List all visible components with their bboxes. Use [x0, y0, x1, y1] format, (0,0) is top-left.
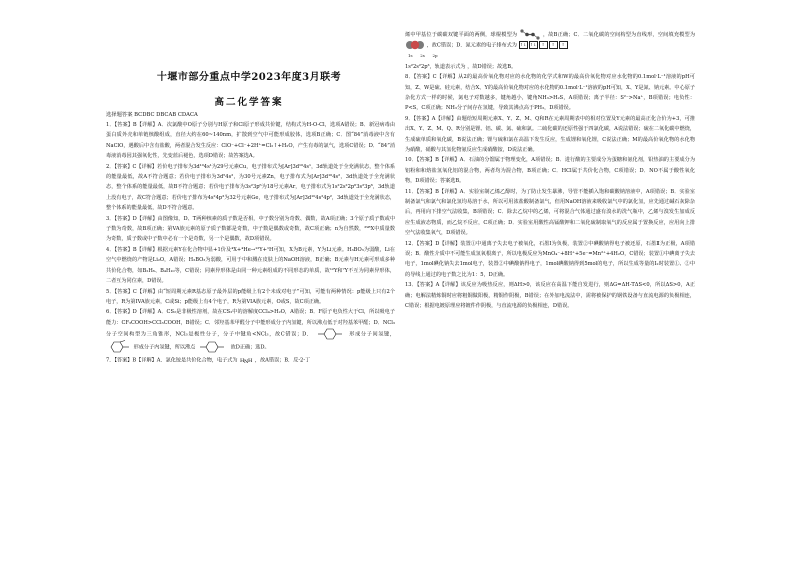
answer-q4: 4．【答案】B【详解】根据元素Y在化合物中显+1价及⁴X+⁴He→¹²Y+¹H可知，X为B元素，Y为Li元素。H₃BO₃为弱酸，Li在空气中燃烧的产物是Li₂O，A错误；H₃BO₃为弱酸，可用于中和溅在皮肤上的NaOH溶液，B正确；B元素与H元素可形成多种共价化合物，如B₂H₆、B₄H₁₀等，C错误；同素异形体是由同一种元素组成的不同形态的单质，故¹²Y和⁷Y不互为同素异形体，二者互为同位素，D错误。: [106, 246, 395, 285]
boiling-point-comparison-structure: [197, 341, 229, 353]
svg-text:H: H: [240, 358, 245, 365]
right-column: [405, 29, 695, 311]
answer-q6-intermolecular: 形成分子间氢键，: [349, 331, 395, 338]
co2-space-filling-model-icon: [405, 40, 425, 50]
answer-q6-intramolecular: 形成分子内氢键，所以沸点: [133, 344, 196, 351]
orbital-label-2p: 2p: [432, 53, 438, 59]
answer-q13: 13．【答案】A【详解】该反应为吸热反应，则ΔH>0，该反应在高温下能自发进行，则ΔG=ΔH-TΔS<0，所以ΔS>0，A正确；电解法精炼铜时应将粗铜做阳极，精铜作阴极，B错误；在外加电流法中，需将被保护的钢铁设备与直流电源的负极相连，C错误；根据电镀原理应将镀件作阴极，与直流电源的负极相连，D错误。: [405, 282, 695, 310]
answer-q2: 2．【答案】C【详解】若价电子排布为3d¹⁰4s¹为29号元素Cu，电子排布式为[Ar]3d¹⁰4s¹，3d轨道处于全充满状态，整个体系的能量最低，故A不符合题意；若价电子排布为3d⁵4s²，为30号元素Zn，电子排布式为[Ar]3d¹⁰4s²，3d轨道处于全充满状态，整个体系的能量最低，故B不符合题意；若价电子排布为3s²3p⁶为18号元素Ar，电子排布式为1s²2s²2p⁶3s²3p⁶，3d轨道上没有电子，故C符合题意；若价电子排布为4s²4p³为32号元素Ge，电子排布式为[Ar]3d¹⁰4s²4p²，3d轨道处于全充满状态，整个体系的能量最低，故D不符合题意。: [106, 163, 395, 212]
answer-q7-text: 7．【答案】B【详解】A．氯化铵是共价化合物，电子式为: [106, 357, 238, 364]
answer-q6-conclusion: 故D正确；选D。: [230, 344, 270, 351]
orbital-box-2p-3: ↑: [559, 41, 568, 49]
answer-q7-line5: ，故D错误；故选B。: [467, 63, 517, 70]
para-hydroxybenzaldehyde-structure: [315, 328, 347, 340]
answer-q7-line2: ，故B正确；C．二氧化碳的空间构型为直线形，空间填充模型为: [542, 32, 695, 38]
answer-q7-tail: ，故A错误；B．反-2-丁: [254, 357, 311, 364]
left-column: [106, 120, 395, 366]
svg-text:N: N: [244, 359, 249, 366]
trans-2-butene-ball-stick-model-icon: [519, 29, 541, 40]
answer-q10: 10．【答案】B【详解】A．石油的分馏属于物理变化，A项错误；B．进行酸的主要成分为蛋糖和氨化剂，铅热油的主要成分为铝粉和和熔盐氢氧化铝的混合物，两者均为混合物，B项正确；C．HCl属于共价化合物，C项错误；D．NO不属于酸性氧化物，D项错误；答案选B。: [405, 157, 695, 185]
orbital-box-2p-2: ↑: [549, 41, 558, 49]
nitrogen-orbital-diagram: [519, 41, 568, 49]
answer-q3: 3．【答案】D【详解】由图像知，D、T两种核素的质子数是否相，中子数分别为奇数、偶数，故A项正确；3个原子质子数或中子数为奇数，故B项正确；第VA族元素的原子质子数都是奇数，中子数是偶数或奇数，故C项正确；n为自然数，²⁹⁸X中质量数为奇数，质子数或中子数中必有一个是奇数，另一个是偶数，故D项错误。: [106, 215, 395, 243]
choice-answers: 选择题答案 BCDBC DBCAB CDACA: [106, 112, 198, 118]
answer-q7-line4: 1s²2s²2p³，轨道表示式为: [405, 63, 466, 70]
answer-q6-text: 6．【答案】D【详解】A．CS₂是非极性溶剂，故在CS₂中的溶解度CCl₄>H₂O，A错误；B．F原子电负性大于Cl，所以吸电子能力：CF₃COOH>CCl₃COOH，B错误；C．邻羟基苯甲醛分子中能形成分子内氢键，所以沸点低于对羟基苯甲醛；D．NCl₃分子空间构型为三角锥形，NCl₃是极性分子，分子中键角<NCl₃，故C错误；D．: [106, 309, 395, 338]
answer-q9: 9．【答案】A【详解】由题给短周期元素X、Y、Z、M、Q和R在元素周期表中的相对位置及Y元素的最高正化合价为+3，可推出X、Y、Z、M、Q、R分别是锂、铝、碳、氮、硫和氯。二硫化碳的还原性强于四氯化碳，A说法错误；硫在二氧化碳中燃烧，生成硫单质和氧化碳，B说法正确；锂与硫和氯在高温下发生反应，生成锂和氧化锂，C说法正确；M的最高价氧化物的水化物为硝酸，硝酸与其氢化物氨反应生成硝酸铵，D说法正确。: [405, 115, 695, 153]
answer-q1: 1．【答案】B【详解】A．次氯酸中O原子分别与H原子和Cl原子形成共价键，结构式为H-O-Cl，选项A错误；B．新冠病毒由蛋白质外壳和单链核酸组成，直径大约在60~140nm，扩散到空气中可能形成胶体，选项B正确；C．图“84”消毒液中含有NaClO，遇酸后中含有盐酸，两者混合发生反应：ClO⁻+Cl⁻+2H⁺=Cl₂↑+H₂O，产生有毒的氯气，选项C错误；D．“84”消毒液消毒因其强氧化性，先变蓝后褪色，选项D错误；故答案选A。: [106, 122, 395, 160]
orbital-box-2s: ↑↓: [529, 42, 537, 48]
document-subtitle: 高二化学答案: [214, 97, 284, 108]
answer-q7-line3: ，故C错误；D．氮元素的电子排布式为: [426, 42, 517, 49]
answer-q6: [106, 307, 395, 354]
answer-q11: 11．【答案】B【详解】A．实验室制乙烯乙醇时，为了防止发生暴沸，导管不能插入饱和碳酸钠溶液中，A项错误；B．实验室制备氯气和氯气和氯化氢均易溶于水，所以可用浓盐酸制备氯气，但用NaOH溶液来吸收氯气中的氯化氢，应先通过碱石灰除杂后，再用向下排空气法收集，B项错误；C．除去乙烷中的乙烯，可将混合气体通过盛有溴水的洗气瓶中，乙烯与溴发生加成反应生成液态物质，而乙烷不反应，C项正确；D．实验室用酸性高锰酸钾和二氧化硫制取氧气的反应属于置换反应，应用向上排空气法收集氧气，D项错误。: [405, 188, 695, 237]
orbital-box-2p-1: ↑: [539, 41, 548, 49]
document-title: 十堰市部分重点中学2023年度3月联考: [156, 72, 342, 83]
answer-q7-line1: 烯中甲基位于碳碳双键平面的两侧，球棍模型为: [405, 32, 518, 38]
answer-q7-continued: [405, 29, 695, 72]
answer-q5: 5．【答案】C【详解】由“短周期元素R基态原子最外层的p能级上有2个未成对电子”可知，可能有两种情况：p能级上只有2个电子，R为第IVA族元素，C或Si；p能级上有4个电子，R为第VIA族元素，O或S，故C项正确。: [106, 288, 395, 305]
ammonium-electron-formula-icon: [239, 354, 253, 366]
answer-q12: 12．【答案】D【详解】装置①中通离子失去电子被氧化，石墨Ⅰ为负极，装置②中碘酸钠得电子被还原，石墨Ⅱ为正极，A项错误；B．酸性介质中不可能生成氢氧根离子，所以电极反应为MnO₄⁻+8H⁺+5e⁻=Mn²⁺+4H₂O，C错误；装置①中碘离子失去电子，1mol碘化钠失去1mol电子，装置②中碘酸钠得电子，1mol碘酸钠得到5mol的电子，所以生成等量的I₂时装置①、②中的导线上通过的电子数之比为1：5，D正确。: [405, 240, 695, 278]
answer-q7: [106, 354, 395, 366]
ortho-hydroxybenzaldehyde-structure: [106, 340, 132, 354]
svg-text:H: H: [248, 358, 253, 365]
orbital-label-2s: 2s: [420, 53, 425, 59]
orbital-box-1s: ↑↓: [519, 42, 527, 48]
answer-q8: 8．【答案】C【详解】从2的最高价氧化物对应的水化物的化学式和W的最高价氧化物对应水化物的0.1mol·L⁻¹溶液的pH可知，Z、W是硫、硅元素，结合X、Y的最高价氧化物对应的水化物的0.1mol·L⁻¹溶液的pH可知，X、Y是氮、钠元素。中心原子杂化方式一样的时候，氮电子对数越多，键角越小，键角NH₃>H₂S，A项错误；离子半径：S²⁻>Na⁺，B项错误；电负性：P<S，C项正确；NH₃分子间存在氢键，导致其沸点高于PH₃，D项错误。: [405, 74, 695, 112]
orbital-label-1s: 1s: [408, 53, 413, 59]
